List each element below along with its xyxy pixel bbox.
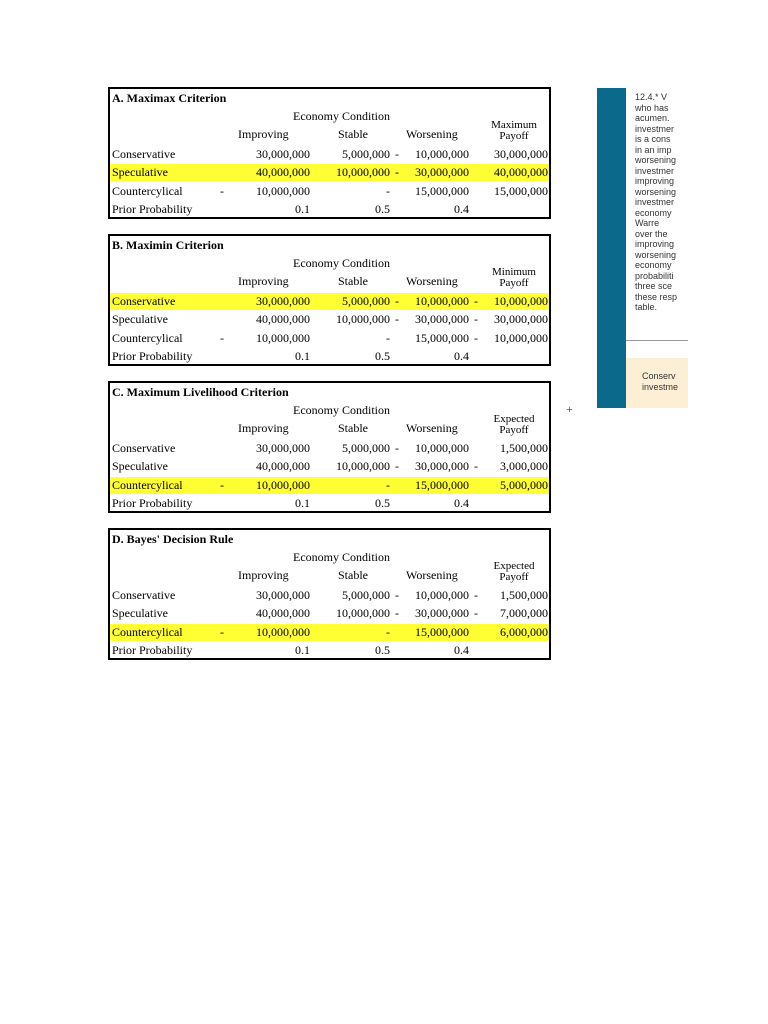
excerpt-note-line: Conserv xyxy=(642,371,676,381)
excerpt-line: worsening xyxy=(635,186,677,197)
result-value: 6,000,000 xyxy=(500,625,548,639)
column-header-improving: Improving xyxy=(238,127,289,141)
payoff-stable: 10,000,000 xyxy=(336,459,390,473)
excerpt-line: over the xyxy=(635,228,668,239)
excerpt-divider xyxy=(626,340,688,341)
negative-sign: - xyxy=(220,331,224,345)
payoff-stable: - xyxy=(386,184,390,198)
strategy-row xyxy=(110,183,549,200)
prior-probability-row xyxy=(110,495,549,512)
probability-worsening: 0.4 xyxy=(454,202,469,216)
excerpt-line: investmer xyxy=(635,123,675,134)
payoff-improving: 10,000,000 xyxy=(256,331,310,345)
payoff-improving: 30,000,000 xyxy=(256,147,310,161)
criterion-panel xyxy=(108,528,551,660)
panel-title: A. Maximax Criterion xyxy=(112,91,227,105)
excerpt-line: investmer xyxy=(635,197,675,207)
column-header-improving: Improving xyxy=(238,568,289,582)
result-value: 40,000,000 xyxy=(494,165,548,179)
textbook-excerpt xyxy=(597,88,688,408)
strategy-row xyxy=(110,311,549,328)
plus-sign: + xyxy=(566,402,573,416)
payoff-improving: 40,000,000 xyxy=(256,312,310,326)
column-header-result: Expected Payoff xyxy=(493,414,535,436)
payoff-stable: 5,000,000 xyxy=(342,441,390,455)
strategy-row xyxy=(110,293,549,310)
criterion-panel xyxy=(108,381,551,513)
probability-improving: 0.1 xyxy=(295,496,310,510)
result-value: 10,000,000 xyxy=(494,294,548,308)
negative-sign: - xyxy=(395,588,399,602)
excerpt-line: in an imp xyxy=(635,144,672,155)
negative-sign: - xyxy=(395,606,399,620)
panel-title: D. Bayes' Decision Rule xyxy=(112,532,234,546)
negative-sign: - xyxy=(395,459,399,473)
column-header-worsening: Worsening xyxy=(406,568,458,582)
payoff-improving: 30,000,000 xyxy=(256,588,310,602)
column-header-stable: Stable xyxy=(338,568,368,582)
column-header-worsening: Worsening xyxy=(406,127,458,141)
negative-sign: - xyxy=(395,312,399,326)
payoff-worsening: 10,000,000 xyxy=(415,588,469,602)
excerpt-line: table. xyxy=(635,302,658,312)
probability-stable: 0.5 xyxy=(375,202,390,216)
excerpt-line: economy xyxy=(635,260,672,270)
strategy-name: Conservative xyxy=(112,147,176,161)
strategy-name: Speculative xyxy=(112,459,168,473)
panel-title: B. Maximin Criterion xyxy=(112,238,224,252)
excerpt-table-snippet xyxy=(626,358,688,408)
negative-sign: - xyxy=(474,331,478,345)
excerpt-line: investmer xyxy=(635,165,675,176)
criterion-panel xyxy=(108,87,551,219)
strategy-row xyxy=(110,164,549,181)
payoff-worsening: 10,000,000 xyxy=(415,147,469,161)
negative-sign: - xyxy=(220,478,224,492)
economy-condition-label: Economy Condition xyxy=(293,403,390,417)
strategy-name: Speculative xyxy=(112,606,168,620)
payoff-worsening: 30,000,000 xyxy=(415,165,469,179)
negative-sign: - xyxy=(474,606,478,620)
payoff-worsening: 10,000,000 xyxy=(415,441,469,455)
payoff-improving: 40,000,000 xyxy=(256,459,310,473)
result-value: 7,000,000 xyxy=(500,606,548,620)
strategy-row xyxy=(110,440,549,457)
payoff-stable: - xyxy=(386,331,390,345)
excerpt-line: Warre xyxy=(635,218,660,228)
negative-sign: - xyxy=(220,625,224,639)
excerpt-line: improving xyxy=(635,176,675,186)
payoff-improving: 30,000,000 xyxy=(256,441,310,455)
negative-sign: - xyxy=(220,184,224,198)
excerpt-line: economy xyxy=(635,207,672,218)
payoff-stable: - xyxy=(386,625,390,639)
result-value: 15,000,000 xyxy=(494,184,548,198)
excerpt-line: probabiliti xyxy=(635,270,674,281)
strategy-row xyxy=(110,458,549,475)
probability-improving: 0.1 xyxy=(295,643,310,657)
result-value: 10,000,000 xyxy=(494,331,548,345)
negative-sign: - xyxy=(395,147,399,161)
strategy-row xyxy=(110,146,549,163)
probability-worsening: 0.4 xyxy=(454,349,469,363)
payoff-improving: 40,000,000 xyxy=(256,165,310,179)
payoff-improving: 10,000,000 xyxy=(256,478,310,492)
result-value: 1,500,000 xyxy=(500,441,548,455)
payoff-stable: 5,000,000 xyxy=(342,147,390,161)
probability-stable: 0.5 xyxy=(375,496,390,510)
column-header-improving: Improving xyxy=(238,274,289,288)
negative-sign: - xyxy=(474,588,478,602)
excerpt-line: acumen. xyxy=(635,113,670,123)
strategy-name: Conservative xyxy=(112,294,176,308)
column-header-improving: Improving xyxy=(238,421,289,435)
prior-probability-label: Prior Probability xyxy=(112,202,193,216)
strategy-name: Countercylical xyxy=(112,478,183,492)
excerpt-note-line: investme xyxy=(642,382,679,392)
strategy-name: Countercylical xyxy=(112,184,183,198)
column-header-result: Expected Payoff xyxy=(493,561,535,583)
excerpt-line: who has xyxy=(635,102,669,113)
prior-probability-row xyxy=(110,201,549,218)
excerpt-line: worsening xyxy=(635,249,677,260)
payoff-worsening: 10,000,000 xyxy=(415,294,469,308)
payoff-stable: - xyxy=(386,478,390,492)
payoff-worsening: 15,000,000 xyxy=(415,184,469,198)
economy-condition-label: Economy Condition xyxy=(293,256,390,270)
column-header-stable: Stable xyxy=(338,127,368,141)
payoff-stable: 10,000,000 xyxy=(336,165,390,179)
panel-title: C. Maximum Livelihood Criterion xyxy=(112,385,289,399)
strategy-name: Countercylical xyxy=(112,625,183,639)
result-value: 30,000,000 xyxy=(494,147,548,161)
result-value: 30,000,000 xyxy=(494,312,548,326)
payoff-worsening: 30,000,000 xyxy=(415,459,469,473)
negative-sign: - xyxy=(395,294,399,308)
strategy-row xyxy=(110,605,549,622)
negative-sign: - xyxy=(474,294,478,308)
result-value: 5,000,000 xyxy=(500,478,548,492)
probability-worsening: 0.4 xyxy=(454,643,469,657)
strategy-row xyxy=(110,587,549,604)
negative-sign: - xyxy=(474,312,478,326)
column-header-stable: Stable xyxy=(338,274,368,288)
strategy-row xyxy=(110,330,549,347)
payoff-worsening: 15,000,000 xyxy=(415,478,469,492)
column-header-result: Minimum Payoff xyxy=(491,267,536,289)
strategy-name: Speculative xyxy=(112,312,168,326)
prior-probability-row xyxy=(110,348,549,365)
negative-sign: - xyxy=(395,165,399,179)
excerpt-line: 12.4.* V xyxy=(635,92,668,102)
prior-probability-label: Prior Probability xyxy=(112,496,193,510)
excerpt-color-bar xyxy=(597,88,626,408)
probability-improving: 0.1 xyxy=(295,202,310,216)
prior-probability-label: Prior Probability xyxy=(112,349,193,363)
prior-probability-label: Prior Probability xyxy=(112,643,193,657)
negative-sign: - xyxy=(395,441,399,455)
strategy-name: Countercylical xyxy=(112,331,183,345)
criterion-panel xyxy=(108,234,551,366)
probability-improving: 0.1 xyxy=(295,349,310,363)
excerpt-line: improving xyxy=(635,239,675,249)
payoff-stable: 10,000,000 xyxy=(336,312,390,326)
probability-stable: 0.5 xyxy=(375,643,390,657)
strategy-row xyxy=(110,477,549,494)
payoff-worsening: 30,000,000 xyxy=(415,312,469,326)
payoff-stable: 10,000,000 xyxy=(336,606,390,620)
payoff-worsening: 15,000,000 xyxy=(415,331,469,345)
economy-condition-label: Economy Condition xyxy=(293,550,390,564)
result-value: 3,000,000 xyxy=(500,459,548,473)
negative-sign: - xyxy=(474,459,478,473)
strategy-name: Conservative xyxy=(112,588,176,602)
column-header-worsening: Worsening xyxy=(406,274,458,288)
payoff-improving: 30,000,000 xyxy=(256,294,310,308)
probability-stable: 0.5 xyxy=(375,349,390,363)
strategy-row xyxy=(110,624,549,641)
excerpt-text xyxy=(635,92,688,313)
excerpt-line: these resp xyxy=(635,291,678,302)
payoff-improving: 10,000,000 xyxy=(256,184,310,198)
probability-worsening: 0.4 xyxy=(454,496,469,510)
column-header-result: Maximum Payoff xyxy=(491,120,537,142)
payoff-improving: 10,000,000 xyxy=(256,625,310,639)
strategy-name: Speculative xyxy=(112,165,168,179)
payoff-worsening: 30,000,000 xyxy=(415,606,469,620)
excerpt-line: three sce xyxy=(635,281,673,291)
payoff-worsening: 15,000,000 xyxy=(415,625,469,639)
prior-probability-row xyxy=(110,642,549,659)
strategy-name: Conservative xyxy=(112,441,176,455)
excerpt-line: is a cons xyxy=(635,134,671,144)
result-value: 1,500,000 xyxy=(500,588,548,602)
excerpt-line: worsening xyxy=(635,155,677,165)
payoff-improving: 40,000,000 xyxy=(256,606,310,620)
payoff-stable: 5,000,000 xyxy=(342,294,390,308)
column-header-worsening: Worsening xyxy=(406,421,458,435)
column-header-stable: Stable xyxy=(338,421,368,435)
payoff-stable: 5,000,000 xyxy=(342,588,390,602)
economy-condition-label: Economy Condition xyxy=(293,109,390,123)
